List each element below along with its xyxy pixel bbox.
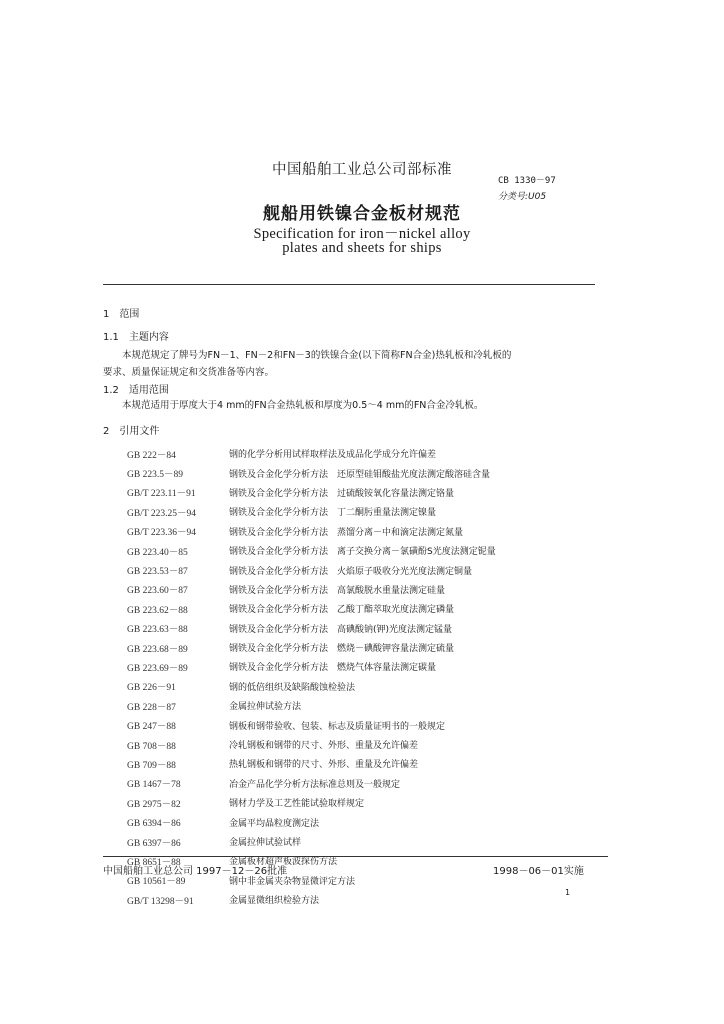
reference-title: 钢铁及合金化学分析方法 燃烧气体容量法测定碳量 (229, 663, 437, 674)
reference-title: 钢铁及合金化学分析方法 乙酸丁酯萃取光度法测定磷量 (229, 605, 455, 616)
section-1-heading: 1 范围 (103, 309, 140, 320)
reference-row (127, 502, 496, 521)
reference-code: GB 2975－82 (127, 799, 181, 810)
reference-row (127, 541, 496, 560)
document-title-chinese: 舰船用铁镍合金板材规范 (263, 204, 461, 224)
reference-title: 钢铁及合金化学分析方法 过硫酸铵氧化容量法测定铬量 (229, 488, 455, 499)
section-1-2-heading: 1.2 适用范围 (103, 385, 169, 396)
footer-divider (103, 856, 608, 857)
reference-title: 冷轧钢板和钢带的尺寸、外形、重量及允许偏差 (229, 741, 419, 752)
reference-row (127, 638, 496, 657)
reference-title: 钢的化学分析用试样取样法及成品化学成分允许偏差 (229, 450, 437, 461)
reference-title: 钢铁及合金化学分析方法 火焰原子吸收分光光度法测定铜量 (229, 566, 473, 577)
reference-title: 钢铁及合金化学分析方法 高氯酸脱水重量法测定硅量 (229, 585, 446, 596)
approval-statement: 中国船舶工业总公司 1997－12－26批准 (103, 866, 288, 877)
reference-code: GB 223.53－87 (127, 567, 188, 578)
reference-code: GB 1467－78 (127, 780, 181, 791)
reference-row (127, 580, 496, 599)
reference-row (127, 754, 496, 773)
reference-code: GB/T 223.11－91 (127, 489, 196, 500)
document-title-english-line1: Specification for iron－nickel alloy (253, 226, 471, 242)
reference-row (127, 657, 496, 676)
reference-row (127, 463, 496, 482)
section-1-1-text-line2: 要求、质量保证规定和交货准备等内容。 (103, 367, 275, 378)
reference-code: GB 223.5－89 (127, 470, 183, 481)
reference-code: GB 223.68－89 (127, 644, 188, 655)
reference-code: GB 6397－86 (127, 838, 181, 849)
reference-code: GB 709－88 (127, 760, 176, 771)
reference-code: GB 228－87 (127, 702, 176, 713)
reference-row (127, 444, 496, 463)
reference-title: 金属板材超声板波探伤方法 (229, 857, 338, 868)
reference-code: GB 223.62－88 (127, 605, 188, 616)
reference-title: 钢铁及合金化学分析方法 离子交换分离－氯磺酚S光度法测定铌量 (229, 547, 496, 558)
reference-title: 金属平均晶粒度测定法 (229, 818, 320, 829)
reference-title: 钢的低倍组织及缺陷酸蚀检验法 (229, 682, 356, 693)
reference-row (127, 774, 496, 793)
reference-title: 冶金产品化学分析方法标准总则及一般规定 (229, 779, 401, 790)
reference-row (127, 735, 496, 754)
reference-title: 钢板和钢带验收、包装、标志及质量证明书的一般规定 (229, 721, 446, 732)
reference-title: 热轧钢板和钢带的尺寸、外形、重量及允许偏差 (229, 760, 419, 771)
reference-code: GB/T 223.36－94 (127, 528, 196, 539)
document-title-english-line2: plates and sheets for ships (282, 240, 442, 256)
reference-title: 钢铁及合金化学分析方法 高碘酸钠(钾)光度法测定锰量 (229, 624, 453, 635)
reference-code: GB 222－84 (127, 450, 176, 461)
reference-title: 钢中非金属夹杂物显微评定方法 (229, 876, 356, 887)
header-divider (103, 284, 595, 285)
reference-title: 钢材力学及工艺性能试验取样规定 (229, 799, 365, 810)
reference-code: GB 10561－89 (127, 877, 186, 888)
reference-code: GB/T 223.25－94 (127, 508, 196, 519)
standard-code: CB 1330－97 (498, 176, 556, 186)
reference-title: 钢铁及合金化学分析方法 蒸馏分离－中和滴定法测定氮量 (229, 527, 464, 538)
reference-row (127, 715, 496, 734)
reference-code: GB 247－88 (127, 722, 176, 733)
reference-row (127, 793, 496, 812)
reference-row (127, 890, 496, 909)
reference-title: 钢铁及合金化学分析方法 燃烧－碘酸钾容量法测定硫量 (229, 644, 455, 655)
reference-code: GB/T 13298－91 (127, 896, 194, 907)
reference-code: GB 223.60－87 (127, 586, 188, 597)
reference-row (127, 619, 496, 638)
reference-title: 钢铁及合金化学分析方法 丁二酮肟重量法测定镍量 (229, 508, 437, 519)
issuing-organization: 中国船舶工业总公司部标准 (272, 162, 452, 178)
reference-row (127, 832, 496, 851)
reference-row (127, 696, 496, 715)
reference-code: GB 6394－86 (127, 819, 181, 830)
reference-row (127, 560, 496, 579)
implementation-date: 1998－06－01实施 (493, 866, 584, 877)
section-2-heading: 2 引用文件 (103, 426, 160, 437)
reference-code: GB 223.69－89 (127, 663, 188, 674)
reference-code: GB 223.63－88 (127, 625, 188, 636)
reference-title: 金属拉伸试验方法 (229, 702, 302, 713)
section-1-2-text-line1: 本规范适用于厚度大于4 mm的FN合金热轧板和厚度为0.5～4 mm的FN合金冷轧板。 (122, 400, 484, 411)
referenced-documents-list (127, 444, 496, 909)
reference-title: 金属显微组织检验方法 (229, 896, 320, 907)
reference-code: GB 223.40－85 (127, 547, 188, 558)
page-number: 1 (565, 888, 571, 897)
reference-row (127, 599, 496, 618)
reference-code: GB 708－88 (127, 741, 176, 752)
section-1-1-heading: 1.1 主题内容 (103, 332, 169, 343)
reference-code: GB 226－91 (127, 683, 176, 694)
reference-title: 钢铁及合金化学分析方法 还原型硅钼酸盐光度法测定酸溶硅含量 (229, 469, 491, 480)
reference-code: GB 8651－88 (127, 857, 181, 868)
reference-row (127, 522, 496, 541)
reference-row (127, 812, 496, 831)
reference-title: 金属拉伸试验试样 (229, 838, 302, 848)
reference-row (127, 677, 496, 696)
classification-number: 分类号:U05 (498, 192, 547, 202)
reference-row (127, 483, 496, 502)
section-1-1-text-line1: 本规范规定了牌号为FN－1、FN－2和FN－3的铁镍合金(以下简称FN合金)热轧板和冷轧板的 (122, 350, 512, 361)
